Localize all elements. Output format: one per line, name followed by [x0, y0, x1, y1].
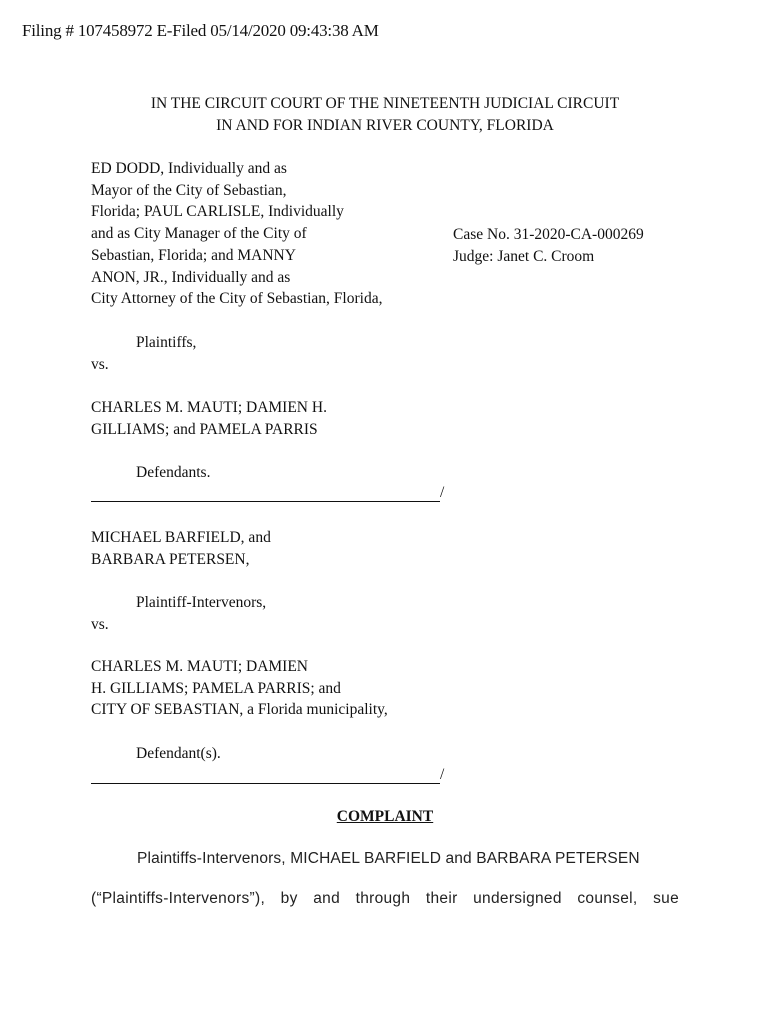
- caption-slash: /: [440, 484, 445, 501]
- plaintiffs-names: [91, 158, 382, 310]
- body-line-2: (“Plaintiffs-Intervenors”), by and through their undersigned counsel, sue: [91, 890, 679, 907]
- intervenors-line: MICHAEL BARFIELD, and: [91, 529, 271, 546]
- defendants-role: [91, 462, 210, 484]
- court-line-2: IN AND FOR INDIAN RIVER COUNTY, FLORIDA: [216, 117, 554, 134]
- defendants2-line: CHARLES M. MAUTI; DAMIEN: [91, 658, 308, 675]
- plaintiffs-line: ANON, JR., Individually and as: [91, 268, 291, 286]
- plaintiffs-line: and as City Manager of the City of: [91, 225, 307, 243]
- plaintiffs-line: ED DODD, Individually and as: [91, 160, 287, 177]
- plaintiffs-line: Mayor of the City of Sebastian,: [91, 181, 287, 199]
- defendants2-line: CITY OF SEBASTIAN, a Florida municipality,: [91, 701, 388, 719]
- intervenors-names: [91, 527, 271, 570]
- plaintiffs-line: City Attorney of the City of Sebastian, Florida,: [91, 290, 383, 308]
- defendants2-line: H. GILLIAMS; PAMELA PARRIS; and: [91, 679, 341, 697]
- case-info: [453, 224, 644, 267]
- defendants-line: GILLIAMS; and PAMELA PARRIS: [91, 420, 318, 438]
- intervenors-role: [91, 592, 266, 635]
- plaintiffs-line: Sebastian, Florida; and MANNY: [91, 246, 296, 264]
- plaintiffs-line: Florida; PAUL CARLISLE, Individually: [91, 203, 344, 221]
- intervenors-label: Plaintiff-Intervenors,: [136, 594, 267, 611]
- body-line-1: Plaintiffs-Intervenors, MICHAEL BARFIELD and BARBARA PETERSEN: [137, 850, 640, 867]
- caption-divider: [91, 783, 440, 784]
- intervenors-line: BARBARA PETERSEN,: [91, 550, 250, 568]
- versus-label: vs.: [91, 615, 109, 633]
- complaint-heading: COMPLAINT: [336, 808, 434, 825]
- court-caption: [0, 93, 770, 137]
- court-line-1: IN THE CIRCUIT COURT OF THE NINETEENTH JUDICIAL CIRCUIT: [150, 95, 620, 112]
- filing-header: Filing # 107458972 E-Filed 05/14/2020 09:43:38 AM: [22, 21, 379, 40]
- defendants-line: CHARLES M. MAUTI; DAMIEN H.: [91, 399, 327, 416]
- defendants2-names: [91, 656, 388, 721]
- defendants2-label: Defendant(s).: [136, 745, 221, 762]
- defendants-names: [91, 397, 327, 440]
- plaintiffs-role: [91, 332, 196, 375]
- caption-slash: /: [440, 766, 445, 783]
- versus-label: vs.: [91, 355, 109, 373]
- caption-divider: [91, 501, 440, 502]
- defendants-label: Defendants.: [136, 464, 211, 481]
- judge-name: Judge: Janet C. Croom: [453, 247, 595, 265]
- case-number: Case No. 31-2020-CA-000269: [453, 226, 644, 243]
- defendants2-role: [91, 743, 221, 765]
- plaintiffs-label: Plaintiffs,: [136, 334, 197, 351]
